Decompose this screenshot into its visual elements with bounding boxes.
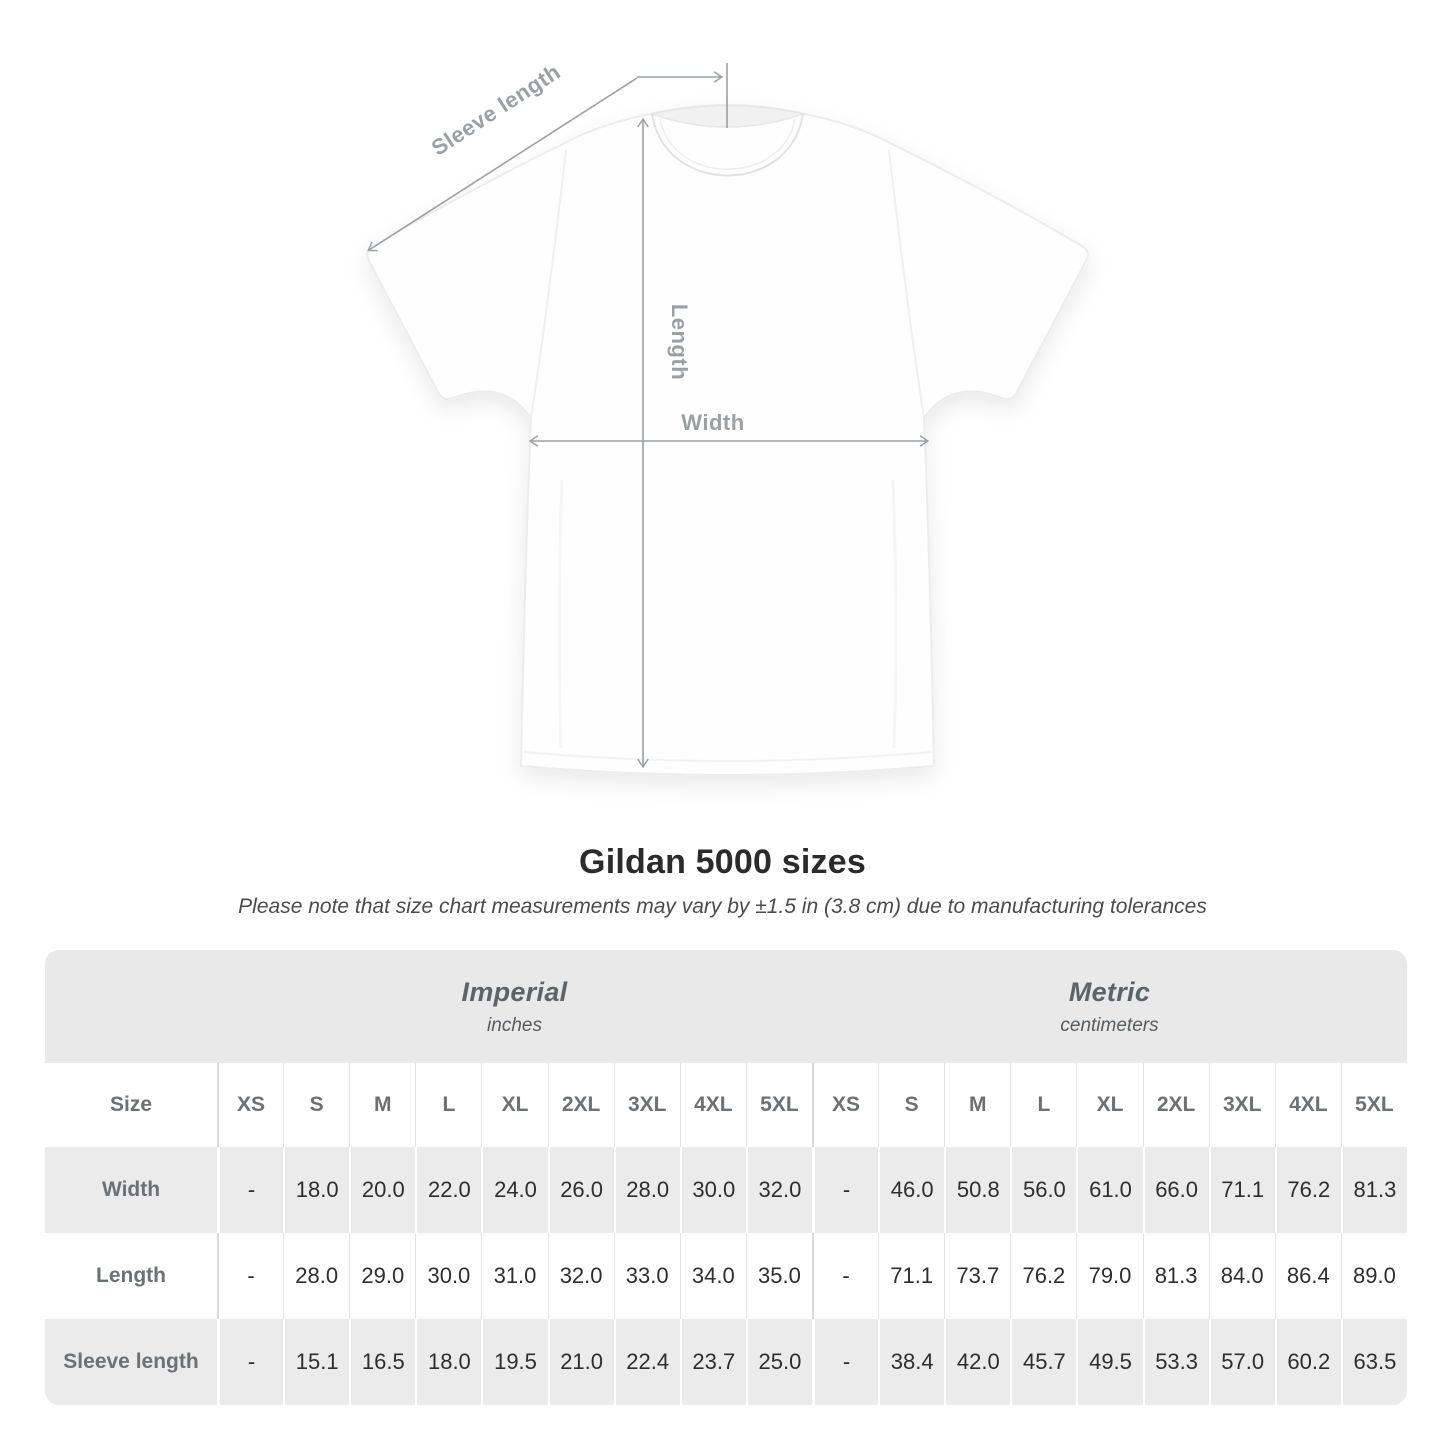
size-cell: 34.0 <box>680 1233 746 1319</box>
size-cell: 86.4 <box>1275 1233 1341 1319</box>
size-cell: 71.1 <box>1209 1147 1275 1233</box>
imperial-unit-label: inches <box>487 1014 542 1036</box>
length-label: Length <box>667 303 692 381</box>
size-table <box>45 950 1407 1405</box>
size-cell: 26.0 <box>548 1147 614 1233</box>
size-cell: 19.5 <box>481 1319 547 1405</box>
size-header-cell: XS <box>812 1063 878 1147</box>
size-cell: 28.0 <box>614 1147 680 1233</box>
size-header-cell: S <box>283 1063 349 1147</box>
size-header-cell: M <box>944 1063 1010 1147</box>
size-cell: 57.0 <box>1209 1319 1275 1405</box>
size-header-cell: 5XL <box>1341 1063 1407 1147</box>
sleeve-length-label: Sleeve length <box>426 58 565 161</box>
size-cell: 76.2 <box>1010 1233 1076 1319</box>
unit-group-header <box>45 950 1407 1063</box>
size-cell: 61.0 <box>1076 1147 1142 1233</box>
metric-group-header <box>812 950 1407 1063</box>
size-cell: - <box>217 1233 283 1319</box>
size-cell: - <box>812 1319 878 1405</box>
size-cell: - <box>217 1147 283 1233</box>
width-row-label: Width <box>45 1147 217 1233</box>
size-cell: 32.0 <box>746 1147 812 1233</box>
width-label: Width <box>681 410 745 435</box>
imperial-label: Imperial <box>461 976 568 1007</box>
size-header-cell: 3XL <box>1209 1063 1275 1147</box>
metric-unit-label: centimeters <box>1060 1014 1159 1036</box>
size-header-cell: S <box>878 1063 944 1147</box>
size-cell: 22.0 <box>415 1147 481 1233</box>
size-cell: 81.3 <box>1143 1233 1209 1319</box>
length-row <box>45 1233 1407 1319</box>
size-cell: 33.0 <box>614 1233 680 1319</box>
sleeve-length-row-label: Sleeve length <box>45 1319 217 1405</box>
size-column-header: Size <box>109 1093 153 1116</box>
size-cell: 28.0 <box>283 1233 349 1319</box>
metric-label: Metric <box>1068 976 1151 1007</box>
size-cell: 46.0 <box>878 1147 944 1233</box>
size-header-cell: M <box>349 1063 415 1147</box>
size-header-cell: 4XL <box>1275 1063 1341 1147</box>
size-header-cell: L <box>415 1063 481 1147</box>
size-header-cell: XL <box>481 1063 547 1147</box>
tshirt-image <box>367 105 1088 775</box>
size-cell: 49.5 <box>1076 1319 1142 1405</box>
size-header-cell: 3XL <box>614 1063 680 1147</box>
size-cell: 45.7 <box>1010 1319 1076 1405</box>
length-row-label: Length <box>96 1264 166 1287</box>
size-cell: 38.4 <box>878 1319 944 1405</box>
size-cell: 23.7 <box>680 1319 746 1405</box>
size-cell: 81.3 <box>1341 1147 1407 1233</box>
size-header-cell: XL <box>1076 1063 1142 1147</box>
size-header-cell: 4XL <box>680 1063 746 1147</box>
size-cell: 21.0 <box>548 1319 614 1405</box>
size-cell: 50.8 <box>944 1147 1010 1233</box>
size-cell: 22.4 <box>614 1319 680 1405</box>
size-cell: - <box>812 1147 878 1233</box>
imperial-group-header <box>217 950 812 1063</box>
width-row <box>45 1147 1407 1233</box>
size-cell: 63.5 <box>1341 1319 1407 1405</box>
size-header-cell: 5XL <box>746 1063 812 1147</box>
size-cell: 84.0 <box>1209 1233 1275 1319</box>
size-cell: 66.0 <box>1143 1147 1209 1233</box>
size-cell: 25.0 <box>746 1319 812 1405</box>
group-band-spacer <box>45 950 217 1063</box>
size-cell: 79.0 <box>1076 1233 1142 1319</box>
size-cell: 29.0 <box>349 1233 415 1319</box>
size-cell: 18.0 <box>283 1147 349 1233</box>
size-cell: 32.0 <box>548 1233 614 1319</box>
size-cell: 42.0 <box>944 1319 1010 1405</box>
sleeve-length-row <box>45 1319 1407 1405</box>
size-cell: 15.1 <box>283 1319 349 1405</box>
size-cell: 71.1 <box>878 1233 944 1319</box>
size-cell: - <box>812 1233 878 1319</box>
size-cell: 16.5 <box>349 1319 415 1405</box>
size-cell: 30.0 <box>680 1147 746 1233</box>
size-header-cell: 2XL <box>548 1063 614 1147</box>
size-cell: 76.2 <box>1275 1147 1341 1233</box>
size-cell: 20.0 <box>349 1147 415 1233</box>
size-cell: 56.0 <box>1010 1147 1076 1233</box>
size-cell: 60.2 <box>1275 1319 1341 1405</box>
size-cell: 31.0 <box>481 1233 547 1319</box>
size-cell: - <box>217 1319 283 1405</box>
page-subtitle: Please note that size chart measurements may vary by ±1.5 in (3.8 cm) due to manufacturing tolerances <box>238 895 1207 918</box>
size-cell: 30.0 <box>415 1233 481 1319</box>
size-header-cell: XS <box>217 1063 283 1147</box>
size-cell: 73.7 <box>944 1233 1010 1319</box>
size-header-row <box>45 1063 1407 1147</box>
page-title: Gildan 5000 sizes <box>579 843 866 881</box>
size-cell: 53.3 <box>1143 1319 1209 1405</box>
size-cell: 24.0 <box>481 1147 547 1233</box>
size-header-cell: 2XL <box>1143 1063 1209 1147</box>
size-header-cell: L <box>1010 1063 1076 1147</box>
size-cell: 18.0 <box>415 1319 481 1405</box>
size-cell: 35.0 <box>746 1233 812 1319</box>
size-cell: 89.0 <box>1341 1233 1407 1319</box>
